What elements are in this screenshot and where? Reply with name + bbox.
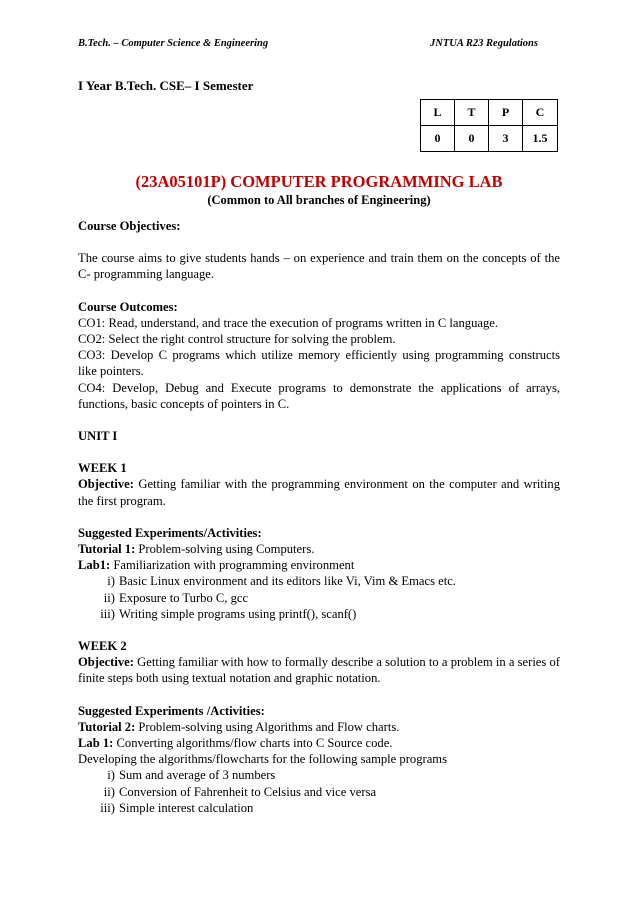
list-item-number: i) <box>107 768 115 783</box>
week2-tutorial-text: Problem-solving using Algorithms and Flow charts. <box>135 719 400 734</box>
list-item-number: iii) <box>100 606 115 621</box>
list-item <box>78 606 560 622</box>
week1-lab <box>78 557 560 573</box>
outcome-item: CO2: Select the right control structure for solving the problem. <box>78 332 396 347</box>
week2-activities-heading: Suggested Experiments /Activities: <box>78 703 265 718</box>
week1-heading: WEEK 1 <box>78 461 127 476</box>
week2-intro: Developing the algorithms/flowcharts for the following sample programs <box>78 752 447 767</box>
list-item-text: Conversion of Fahrenheit to Celsius and vice versa <box>119 784 377 799</box>
week1-objective-label: Objective: <box>78 477 134 492</box>
list-item <box>78 573 560 589</box>
list-item-text: Writing simple programs using printf(), scanf() <box>119 606 357 621</box>
ltpc-value-row <box>421 126 558 152</box>
ltpc-header-row <box>421 100 558 126</box>
list-item <box>78 590 560 606</box>
ltpc-value-t: 0 <box>455 126 489 152</box>
week1-lab-text: Familiarization with programming environment <box>110 558 355 573</box>
course-subtitle: (Common to All branches of Engineering) <box>207 193 431 207</box>
list-item <box>78 784 560 800</box>
week1-tutorial <box>78 541 560 557</box>
week2-lab-text: Converting algorithms/flow charts into C Source code. <box>113 736 393 751</box>
header-program: B.Tech. – Computer Science & Engineering <box>78 38 269 49</box>
week2-heading: WEEK 2 <box>78 639 127 654</box>
week1-tutorial-label: Tutorial 1: <box>78 542 136 557</box>
list-item-number: ii) <box>103 784 115 799</box>
ltpc-header-p: P <box>489 100 523 126</box>
week2-objective-text: Getting familiar with how to formally describe a solution to a problem in a series of finite steps both using textual notation and graphic notation. <box>78 655 560 686</box>
outcome-item: CO4: Develop, Debug and Execute programs to demonstrate the applications of arrays, functions, basic concepts of pointers in C. <box>78 380 560 411</box>
outcome-item: CO3: Develop C programs which utilize memory efficiently using programming constructs like pointers. <box>78 348 560 379</box>
unit-heading: UNIT I <box>78 429 118 444</box>
week2-tutorial <box>78 719 560 735</box>
objectives-text: The course aims to give students hands – on experience and train them on the concepts of the C- programming language. <box>78 251 560 282</box>
list-item <box>78 800 560 816</box>
week2-objective <box>78 654 560 686</box>
week2-objective-label: Objective: <box>78 655 134 670</box>
week2-lab <box>78 735 560 751</box>
ltpc-header-c: C <box>523 100 558 126</box>
week1-tutorial-text: Problem-solving using Computers. <box>135 542 315 557</box>
list-item-text: Basic Linux environment and its editors like Vi, Vim & Emacs etc. <box>119 574 456 589</box>
ltpc-value-p: 3 <box>489 126 523 152</box>
week2-lab-label: Lab 1: <box>78 736 114 751</box>
week1-lab-label: Lab1: <box>78 558 111 573</box>
ltpc-value-l: 0 <box>421 126 455 152</box>
list-item-text: Simple interest calculation <box>119 800 254 815</box>
list-item-number: i) <box>107 574 115 589</box>
list-item-number: iii) <box>100 800 115 815</box>
ltpc-value-c: 1.5 <box>523 126 558 152</box>
outcome-item: CO1: Read, understand, and trace the execution of programs written in C language. <box>78 315 499 330</box>
list-item-text: Sum and average of 3 numbers <box>119 768 276 783</box>
week1-objective-text: Getting familiar with the programming environment on the computer and writing the first program. <box>78 477 560 508</box>
ltpc-header-t: T <box>455 100 489 126</box>
objectives-heading: Course Objectives: <box>78 219 181 233</box>
document-body <box>78 218 560 816</box>
week2-tutorial-label: Tutorial 2: <box>78 719 136 734</box>
list-item-text: Exposure to Turbo C, gcc <box>119 590 249 605</box>
ltpc-header-l: L <box>421 100 455 126</box>
week1-objective <box>78 476 560 508</box>
list-item-number: ii) <box>103 590 115 605</box>
header-regulation: JNTUA R23 Regulations <box>430 38 538 49</box>
week1-activities-heading: Suggested Experiments/Activities: <box>78 525 262 540</box>
year-semester: I Year B.Tech. CSE– I Semester <box>78 78 254 93</box>
ltpc-table <box>420 99 558 152</box>
list-item <box>78 767 560 783</box>
outcomes-heading: Course Outcomes: <box>78 299 178 314</box>
course-title: (23A05101P) COMPUTER PROGRAMMING LAB <box>135 172 503 191</box>
